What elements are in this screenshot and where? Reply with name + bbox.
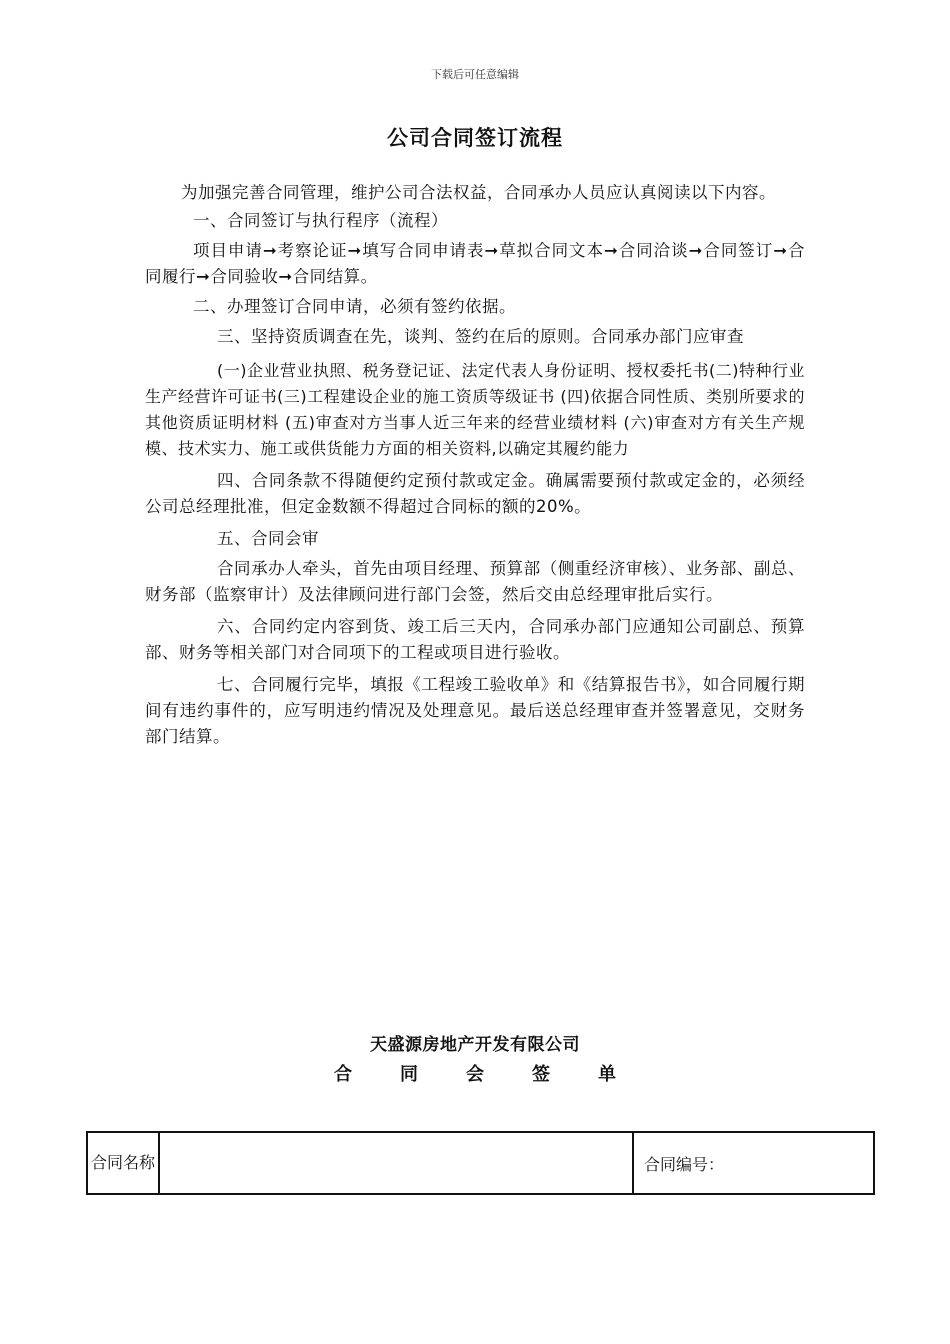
section-5-body: 合同承办人牵头，首先由项目经理、预算部（侧重经济审核）、业务部、副总、财务部（监察审计）及法律顾问进行部门会签，然后交由总经理审批后实行。: [145, 559, 805, 604]
document-title: 公司合同签订流程: [387, 126, 563, 150]
section-4-paragraph: [145, 468, 805, 520]
form-title: 合同会签单: [334, 1064, 664, 1085]
intro-paragraph: 为加强完善合同管理，维护公司合法权益，合同承办人员应认真阅读以下内容。: [181, 183, 776, 202]
document-body: [145, 180, 805, 750]
contract-number-label[interactable]: 合同编号：: [633, 1132, 874, 1194]
header-note: 下载后可任意编辑: [431, 68, 519, 81]
section-5-heading: 五、合同会审: [217, 529, 319, 548]
table-row: [87, 1132, 874, 1194]
section-4-text-b: 确属需要预付款或定金的，必须经公司总经理批准，但定金数额不得超过合同标的额的20%。: [145, 471, 806, 516]
section-4-text-a: 四、合同条款不得随便约定预付款或定金。: [217, 471, 546, 490]
section-2-paragraph: 二、办理签订合同申请，必须有签约依据。: [193, 297, 516, 316]
company-name: 天盛源房地产开发有限公司: [370, 1035, 580, 1055]
section-1-heading: 一、合同签订与执行程序（流程）: [193, 211, 448, 230]
section-3-paragraph: 三、坚持资质调查在先，谈判、签约在后的原则。合同承办部门应审查: [217, 327, 744, 346]
section-7-paragraph: 七、合同履行完毕，填报《工程竣工验收单》和《结算报告书》，如合同履行期间有违约事件的，应写明违约情况及处理意见。最后送总经理审查并签署意见，交财务部门结算。: [145, 675, 805, 746]
process-flow: 项目申请➞考察论证➞填写合同申请表➞草拟合同文本➞合同洽谈➞合同签订➞合同履行➞合同验收➞合同结算。: [145, 241, 805, 286]
qualification-items: (一)企业营业执照、税务登记证、法定代表人身份证明、授权委托书(二)特种行业生产经营许可证书(三)工程建设企业的施工资质等级证书 (四)依据合同性质、类别所要求的其他资质证明材料 (五)审查对方当事人近三年来的经营业绩材料 (六)审查对方有关生产规模、技术实力、施工或供货能力方面的相关资料,以确定其履约能力: [145, 361, 805, 458]
contract-name-field[interactable]: [159, 1132, 633, 1194]
countersign-table: [86, 1131, 875, 1195]
section-6-paragraph: 六、合同约定内容到货、竣工后三天内，合同承办部门应通知公司副总、预算部、财务等相关部门对合同项下的工程或项目进行验收。: [145, 617, 805, 662]
contract-name-label: 合同名称: [87, 1132, 159, 1194]
